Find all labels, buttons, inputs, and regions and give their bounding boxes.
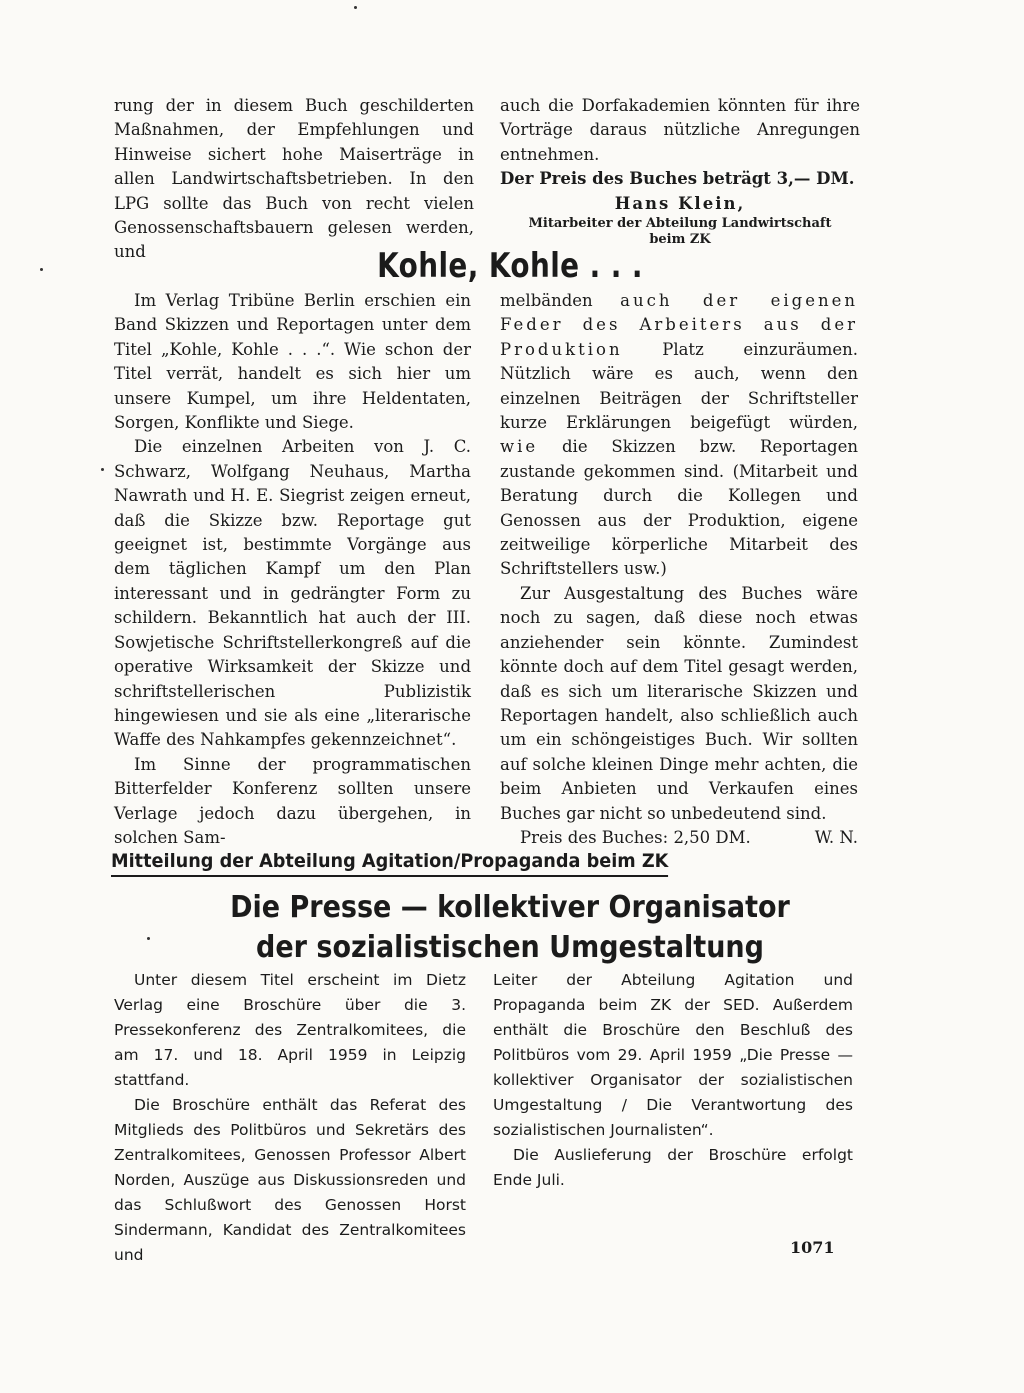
kohle-paragraph-1: Im Verlag Tribüne Berlin erschien ein Band Skizzen und Reportagen unter dem Titel „Kohle, Kohle . . .“. Wie schon der Titel verrät, handelt es sich hier um unsere Kumpel, um ihre Heldentaten, Sorgen, Konflikte und Siege. (114, 291, 471, 433)
presse-heading-line2: der sozialistischen Umgestaltung (256, 930, 764, 965)
kohle-p4-end: die Skizzen bzw. Reportagen zustande gekommen sind. (Mitarbeit und Beratung durch die Kollegen und Genossen aus der Produktion, eigene zeitweilige körperliche Mitarbeit des Schriftstellers usw.) (500, 437, 859, 579)
presse-heading (222, 888, 798, 968)
top-right-paragraph: auch die Dorfakademien könnten für ihre Vorträge daraus nützliche Anregungen entnehmen. (500, 96, 860, 164)
kohle-heading: Kohle, Kohle . . . (377, 246, 643, 286)
kohle-signoff (500, 826, 858, 850)
kohle-price: Preis des Buches: 2,50 DM. (520, 827, 751, 847)
author-role-line1: Mitarbeiter der Abteilung Landwirtschaft (528, 216, 832, 232)
kohle-p4-spaced-2: wie (500, 437, 539, 457)
top-right-column (500, 94, 860, 248)
kohle-right-column (500, 289, 858, 850)
kohle-paragraph-2: Die einzelnen Arbeiten von J. C. Schwarz, Wolfgang Neuhaus, Martha Nawrath und H. E. Siegrist zeigen erneut, daß die Skizze bzw. Reportage gut geeignet ist, bestimmte Vorgänge aus dem täglichen Kampf um den Plan interessant und in gedrängter Form zu schildern. Bekanntlich hat auch der III. Sowjetische Schriftstellerkongreß auf die operative Wirksamkeit der Skizze und schriftstellerischen Publizistik hingewiesen und sie als eine „literarische Waffe des Nahkampfes gekennzeichnet“. (114, 437, 471, 750)
kohle-p4-start: melbänden (500, 291, 593, 310)
presse-left-column (114, 968, 466, 1268)
mitteilung-heading: Mitteilung der Abteilung Agitation/Propaganda beim ZK (111, 848, 668, 877)
kohle-p4-mid: Platz einzuräumen. Nützlich wäre es auch, wenn den einzelnen Beiträgen der Schriftsteller kurze Erklärungen beigefügt würden, (500, 339, 858, 433)
presse-right-column (493, 968, 853, 1193)
top-left-paragraph: rung der in diesem Buch geschilderten Maßnahmen, der Empfehlungen und Hinweise sichert hohe Maiserträge in allen Landwirtschaftsbetrieben. In den LPG sollte das Buch von recht vielen Genossenschaftsbauern gelesen werden, und (114, 96, 474, 262)
kohle-p4-spaced-1: auch der eigenen Feder des Arbeiters aus der Produktion (500, 291, 858, 359)
scan-speck (101, 468, 104, 471)
presse-paragraph-3: Leiter der Abteilung Agitation und Propaganda beim ZK der SED. Außerdem enthält die Broschüre den Beschluß des Politbüros vom 29. April 1959 „Die Presse — kollektiver Organisator der sozialistischen Umgestaltung / Die Verantwortung des sozialistischen Journalisten“. (493, 971, 853, 1139)
top-left-column (114, 94, 474, 265)
scan-speck (147, 937, 150, 940)
kohle-paragraph-3: Im Sinne der programmatischen Bitterfelder Konferenz sollten unsere Verlage jedoch dazu übergehen, in solchen Sam- (114, 754, 471, 847)
scan-speck (354, 6, 357, 9)
kohle-left-column (114, 289, 471, 850)
author-role-line2: beim ZK (649, 232, 711, 248)
book-price: Der Preis des Buches beträgt 3,— DM. (500, 169, 855, 189)
presse-paragraph-1: Unter diesem Titel erscheint im Dietz Verlag eine Broschüre über die 3. Pressekonferenz des Zentralkomitees, die am 17. und 18. April 1959 in Leipzig stattfand. (114, 971, 466, 1089)
page-number: 1071 (790, 1238, 835, 1257)
presse-paragraph-2: Die Broschüre enthält das Referat des Mitglieds des Politbüros und Sekretärs des Zentralkomitees, Genossen Professor Albert Norden, Auszüge aus Diskussionsreden und das Schlußwort des Genossen Horst Sindermann, Kandidat des Zentralkomitees und (114, 1096, 466, 1264)
kohle-paragraph-4 (500, 289, 858, 582)
author-name: Hans Klein, (614, 193, 746, 213)
presse-heading-line1: Die Presse — kollektiver Organisator (230, 890, 790, 925)
scan-speck (40, 268, 43, 271)
presse-paragraph-4: Die Auslieferung der Broschüre erfolgt Ende Juli. (493, 1146, 853, 1189)
kohle-initials: W. N. (814, 827, 858, 847)
kohle-paragraph-5: Zur Ausgestaltung des Buches wäre noch zu sagen, daß diese noch etwas anziehender sein könnte. Zumindest könnte doch auf dem Titel gesagt werden, daß es sich um literarische Skizzen und Reportagen handelt, also schließlich auch um ein schöngeistiges Buch. Wir sollten auf solche kleinen Dinge mehr achten, die beim Anbieten und Verkaufen eines Buches gar nicht so unbedeutend sind. (500, 583, 858, 823)
